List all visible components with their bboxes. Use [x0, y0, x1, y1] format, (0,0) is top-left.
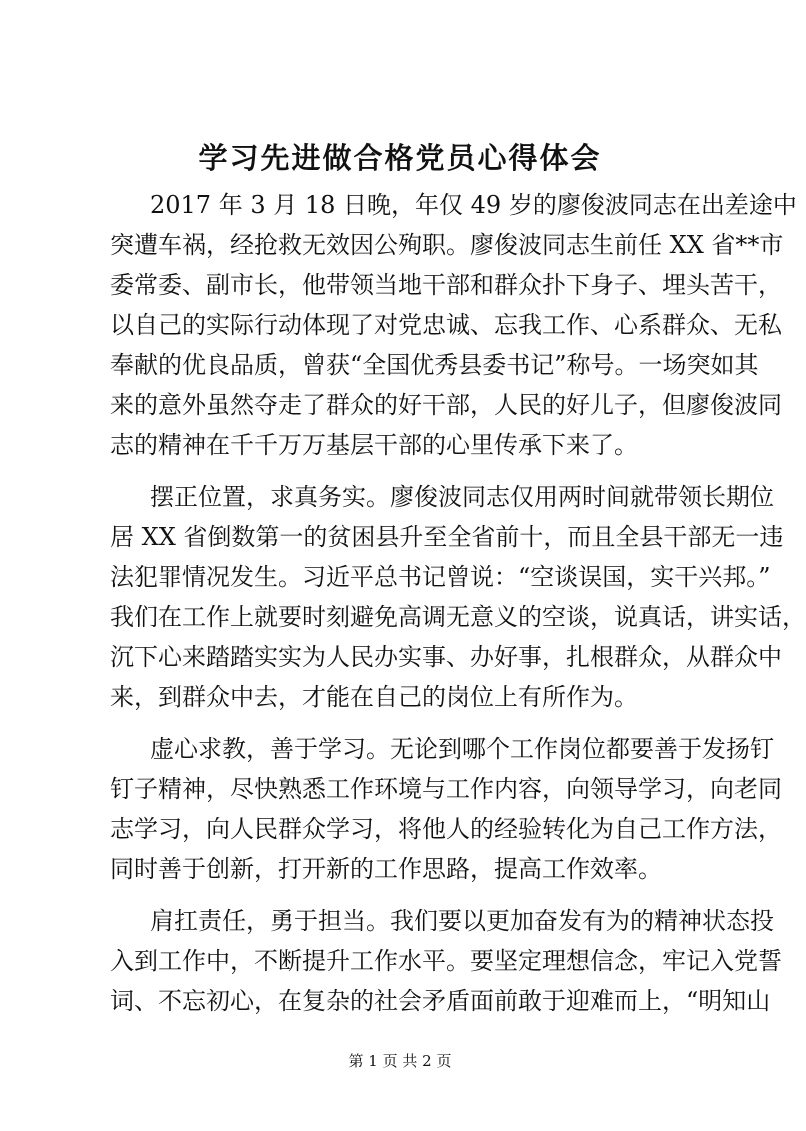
paragraph-line: 以自己的实际行动体现了对党忠诚、忘我工作、心系群众、无私 — [110, 311, 782, 339]
paragraph-line: 虚心求教，善于学习。无论到哪个工作岗位都要善于发扬钉 — [150, 735, 774, 763]
paragraph-line: 2017 年 3 月 18 日晚，年仅 49 岁的廖俊波同志在出差途中 — [150, 191, 797, 219]
paragraph-line: 法犯罪情况发生。习近平总书记曾说：“空谈误国，实干兴邦。” — [110, 563, 771, 591]
paragraph-line: 居 XX 省倒数第一的贫困县升至全省前十，而且全县干部无一违 — [110, 523, 784, 551]
paragraph-line: 入到工作中，不断提升工作水平。要坚定理想信念，牢记入党誓 — [110, 947, 782, 975]
paragraph-4 — [110, 901, 782, 1021]
paragraph-line: 来，到群众中去，才能在自己的岗位上有所作为。 — [110, 683, 638, 711]
paragraph-line: 肩扛责任，勇于担当。我们要以更加奋发有为的精神状态投 — [150, 907, 774, 935]
paragraph-line: 沉下心来踏踏实实为人民办实事、办好事，扎根群众，从群众中 — [110, 643, 782, 671]
document-title: 学习先进做合格党员心得体会 — [198, 141, 602, 175]
paragraph-line: 来的意外虽然夺走了群众的好干部，人民的好儿子，但廖俊波同 — [110, 391, 782, 419]
paragraph-line: 我们在工作上就要时刻避免高调无意义的空谈，说真话，讲实话， — [110, 603, 806, 631]
paragraph-2 — [110, 477, 806, 717]
paragraph-line: 志学习，向人民群众学习，将他人的经验转化为自己工作方法， — [110, 815, 782, 843]
page-footer: 第 1 页 共 2 页 — [348, 1052, 452, 1070]
document-body — [110, 185, 806, 1033]
paragraph-1 — [110, 185, 797, 465]
paragraph-line: 摆正位置，求真务实。廖俊波同志仅用两时间就带领长期位 — [150, 483, 774, 511]
paragraph-line: 奉献的优良品质，曾获“全国优秀县委书记”称号。一场突如其 — [110, 351, 759, 379]
paragraph-line: 同时善于创新，打开新的工作思路，提高工作效率。 — [110, 855, 662, 883]
paragraph-line: 词、不忘初心，在复杂的社会矛盾面前敢于迎难而上，“明知山 — [110, 987, 771, 1015]
paragraph-line: 委常委、副市长，他带领当地干部和群众扑下身子、埋头苦干， — [110, 271, 782, 299]
paragraph-line: 志的精神在千千万万基层干部的心里传承下来了。 — [110, 431, 638, 459]
paragraph-3 — [110, 729, 782, 889]
paragraph-line: 突遭车祸，经抢救无效因公殉职。廖俊波同志生前任 XX 省**市 — [110, 231, 784, 259]
paragraph-line: 钉子精神，尽快熟悉工作环境与工作内容，向领导学习，向老同 — [110, 775, 782, 803]
